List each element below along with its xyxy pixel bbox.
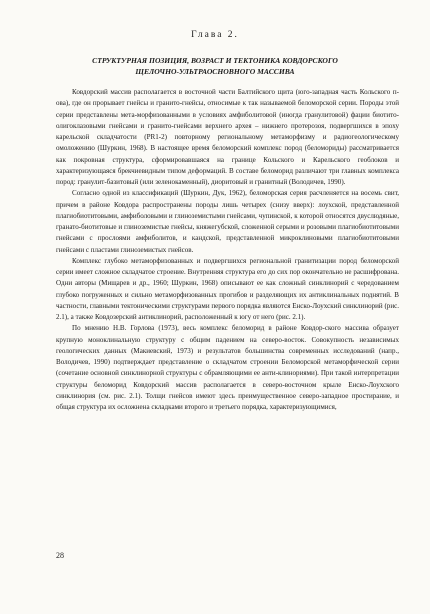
page-number: 28	[56, 551, 64, 560]
paragraph-1: Ковдорский массив располагается в восточной части Балтийского щита (юго-западная часть Кольского п-ова), где он прорывает гнейсы и гранито-гнейсы, относимые к так называемой беломорской серии. Породы этой серии представлены мета-морфизованными в условиях амфиболитовой (иногда гранулитовой) фации биотито-олигоклазовыми гнейсами и гранито-гнейсами верхнего архея – нижнего протерозоя, подвергшихся в эпоху карельской складчатости (PR1-2) повторному региональному метаморфизму и радиогеологическому омоложению (Шуркин, 1968). В настоящее время беломорский комплекс пород (беломориды) рассматривается как покровная структура, сформировавшаяся на границе Кольского и Карельского геоблоков и характеризующаяся брекчиевидным типом деформаций. В составе беломорид различают три главных комплекса пород: гранулит-базитовый (или зеленокаменный), диоритовый и гранитный (Володичев, 1990).	[56, 88, 399, 186]
section-title	[40, 55, 390, 77]
section-title-line-2: ЩЕЛОЧНО-УЛЬТРАОСНОВНОГО МАССИВА	[135, 67, 295, 76]
body-text	[56, 87, 399, 572]
chapter-heading: Глава 2.	[191, 30, 239, 40]
paragraph-2: Согласно одной из классификаций (Шуркин, Дук, 1962), беломорская серия расчленяется на восемь свит, причем в районе Ковдора распространены породы лишь четырех (снизу вверх): лоухской, представленной плагиобиотитовыми, амфиболовыми и глиноземистыми гнейсами, чупинской, к которой относятся двуслюдяные, гранато-биотитовые и глиноземистые гнейсы, княжегубской, сложенной серыми и розовыми плагиобиотитовыми гнейсами с прослоями амфиболитов, и кандской, представленной микроклиновыми плагиобиотитовыми гнейсами с пластами глиноземистых гнейсов.	[56, 189, 399, 254]
section-title-line-1: СТРУКТУРНАЯ ПОЗИЦИЯ, ВОЗРАСТ И ТЕКТОНИКА КОВДОРСКОГО	[92, 56, 338, 65]
paragraph-4: По мнению Н.В. Горлова (1973), весь комплекс беломорид в районе Ковдор-ского массива образует крупную моноклинальную структуру с общим падением на северо-восток. Совокупность независимых геологических данных (Макиевский, 1973) и результатов большинства современных исследований (напр., Володичев, 1990) подтверждает представление о складчатом строении Беломорской метаморфической серии (сочетание основной синклинорной структуры с обрамляющими ее анти-клинориями). При такой интерпретации структуры беломорид Ковдорский массив располагается в северо-восточном крыле Енско-Лоухского синклинория (см. рис. 2.1). Толщи гнейсов имеют здесь преимущественное северо-западное простирание, и общая структура их осложнена складками второго и третьего порядка, характеризующимися,	[56, 324, 399, 411]
paragraph-3: Комплекс глубоко метаморфизованных и подвергшихся региональной гранитизации пород беломорской серии имеет сложное складчатое строение. Внутренняя структура его до сих пор окончательно не расшифрована. Одни авторы (Мищарев и др., 1960; Шуркин, 1968) описывают ее как сложный синклинорий с чередованием глубоко погруженных и сильно метаморфизованных прогибов и разделяющих их антиклинальных поднятий. В частности, главными тектоническими структурами первого порядка являются Енско-Лоухский синклинорий (рис. 2.1), а также Ковдозерский антиклинорий, расположенный к югу от него (рис. 2.1).	[56, 256, 399, 321]
